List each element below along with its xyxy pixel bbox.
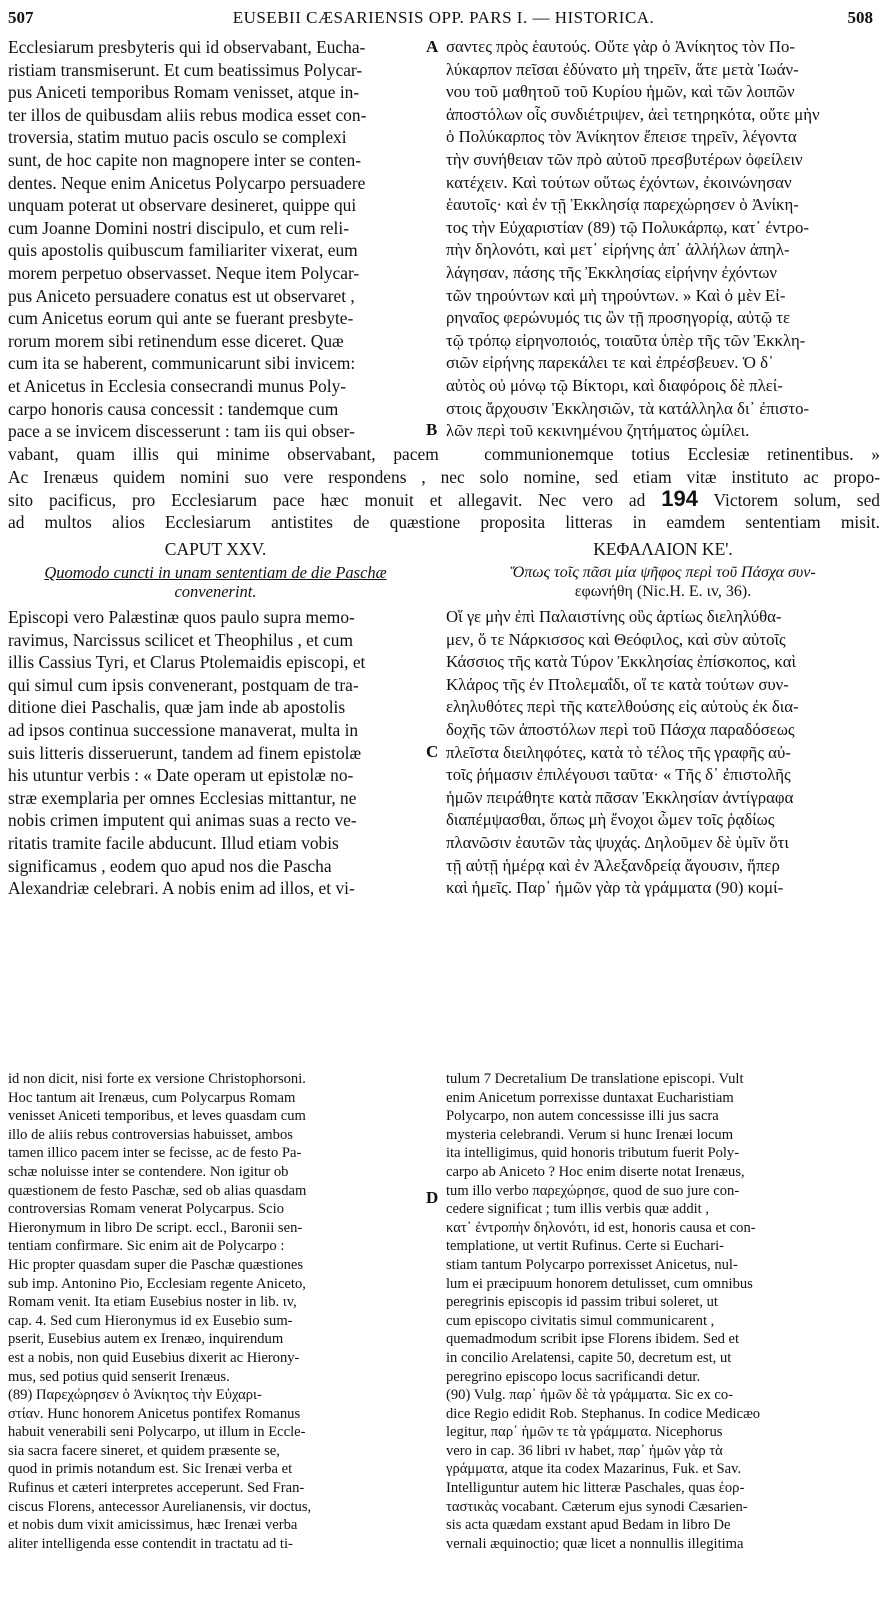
full-line-3 [8,488,880,511]
footnote-line: mysteria celebrandi. Verum si hunc Irenæi locum [446,1126,734,1143]
footnote-line: Hic propter quasdam super die Paschæ quæstiones [8,1256,304,1273]
greek-text-line: καὶ ἡμεῖς. Παρ᾽ ἡμῶν γὰρ τὰ γράμματα (90) κομί- [446,878,784,898]
full-line-3b: Victorem solum, sed [713,490,880,511]
greek-text-line: αὐτὸς οὐ μόνῳ τῷ Βίκτορι, καὶ διαφόροις δὲ πλεί- [446,375,783,395]
latin-text-line: ritatis tramite facile abducunt. Illud etiam vobis [8,832,339,853]
greek-text-line: πὴν δηλονότι, καὶ μετ᾽ εἰρήνης ἀπ᾽ ἀλλήλων ἀπηλ- [446,240,790,260]
greek-text-line: σαντες πρὸς ἑαυτούς. Οὔτε γὰρ ὁ Ἀνίκητος τὸν Πο- [446,37,795,56]
latin-text-line: ditione diei Paschalis, quæ jam inde ab apostolis [8,697,346,718]
latin-text-line: cum ita se haberent, communicarunt sibi invicem: [8,353,356,374]
latin-text-line: Alexandriæ celebrari. A nobis enim ad illos, et vi- [8,878,355,899]
footnote-line: sis acta quædam exstant apud Bedam in libro De [446,1517,731,1534]
footnote-line: sub imp. Antonino Pio, Ecclesiam regente Aniceto, [8,1275,306,1292]
footnote-line: tamen illico pacem inter se fecisse, ac de festo Pa- [8,1145,302,1162]
latin-text-line: illis Cassius Tyri, et Clarus Ptolemaidis episcopi, et [8,652,366,673]
full-line-1 [8,443,880,466]
latin-chapter-subtitle [8,563,423,601]
running-header [0,8,887,32]
footnote-line: cedere significat ; tum illis verbis quæ addit , [446,1201,710,1218]
margin-letter-c: C [426,742,439,761]
latin-text-line: cum Anicetus eorum qui ante se fuerant presbyte- [8,308,354,329]
latin-column-top [8,36,423,443]
latin-text-line: ter illos de quibusdam aliis rebus modica esset con- [8,104,367,125]
latin-text-line: qui simul cum ipsis convenerant, postquam de tra- [8,674,359,695]
latin-text-line: cum Joanne Domini nostri discipulo, et cum reli- [8,217,349,238]
greek-chapter-heading: ΚΕΦΑΛΑΙΟΝ ΚΕ'. [593,539,733,559]
latin-text-line: Ecclesiarum presbyteris qui id observabant, Eucha- [8,37,366,57]
footnote-line: peregrino episcopo locus sacrificandi detur. [446,1368,701,1385]
greek-text-line: πλεῖστα διειληφότες, κατὰ τὸ τέλος τῆς γραφῆς αὐ- [446,742,791,762]
footnote-line: κατ᾽ ἐντροπὴν δηλονότι, id est, honoris causa et con- [446,1219,756,1236]
latin-text-line: ad ipsos continua successione manaverat, multa in [8,719,359,740]
footnote-line: Hieronymum in libro De script. eccl., Baronii sen- [8,1219,303,1236]
footnote-line: tum illo verbo παρεχώρησε, quod de suo jure con- [446,1182,740,1199]
column-number-194: 194 [661,486,698,512]
footnote-line: mus, sed potius quid senserit Irenæus. [8,1368,230,1385]
greek-text-line: Κλάρος τῆς ἐν Πτολεμαΐδι, οἵ τε κατὰ τούτων συν- [446,674,789,694]
footnote-line: Rufinus et cæteri interpretes acceperunt. Sed Fran- [8,1480,305,1497]
footnote-line: stiam tantum Polycarpo porrexisset Anicetus, nul- [446,1256,738,1273]
footnote-line: ita intelligimus, quid honoris tributum fuerit Poly- [446,1145,740,1162]
latin-text-line: unquam poterat ut observare desineret, quippe qui [8,195,357,216]
footnote-line: illo de aliis rebus controversias habuisset, ambos [8,1126,293,1143]
greek-text-line: εληλυθότες περὶ τῆς κατελθούσης εἰς αὐτοὺς ἐκ δια- [446,697,799,717]
full-width-paragraph [8,443,880,533]
greek-text-line: μεν, ὅ τε Νάρκισσος καὶ Θεόφιλος, καὶ σὺν αὐτοῖς [446,629,786,649]
latin-text-line: stræ exemplaria per omnes Ecclesias mittantur, ne [8,787,357,808]
greek-text-line: ὁ Πολύκαρπος τὸν Ἀνίκητον ἔπεισε τηρεῖν, λέγοντα [446,127,797,147]
footnote-line: peregrinis episcopis id passim tribui soleret, ut [446,1294,718,1311]
footnote-line: (89) Παρεχώρησεν ὁ Ἀνίκητος τὴν Εὐχαρι- [8,1387,262,1404]
greek-subtitle-line-1: Ὅπως τοῖς πᾶσι μία ψῆφος περὶ τοῦ Πάσχα συν- [510,564,816,581]
greek-text-line: ἑαυτοῖς· καὶ ἐν τῇ Ἐκκλησίᾳ παρεχώρησεν ὁ Ἀνίκη- [446,195,799,215]
footnote-line: dice Regio edidit Rob. Stephanus. In codice Medicæo [446,1405,761,1422]
footnote-line: et nobis dum vixit amicissimus, hæc Irenæi verba [8,1517,298,1534]
footnote-line: vernali æquinoctio; quæ licet a nonnullis illegitima [446,1535,744,1552]
latin-text-line: pus Aniceto persuadere conatus est ut observaret , [8,285,355,306]
footnote-line: habuit venerabili seni Polycarpo, ut illum in Eccle- [8,1424,306,1441]
full-line-2: Ac Irenæus quidem nomini suo vere respondens , nec solo nomine, sed etiam vitæ instituto ac propo- [8,466,880,487]
footnote-line: pserit, Eusebius autem ex Irenæo, inquirendum [8,1331,284,1348]
latin-column-chapter [8,606,423,900]
page-number-left: 507 [8,8,34,27]
greek-column-chapter [446,606,880,900]
footnote-line: (90) Vulg. παρ᾽ ἡμῶν δὲ τὰ γράμματα. Sic ex co- [446,1387,734,1404]
greek-text-line: Οἵ γε μὴν ἐπὶ Παλαιστίνης οὓς ἀρτίως διεληλύθα- [446,607,782,626]
footnote-line: cap. 4. Sed cum Hieronymus id ex Eusebio sum- [8,1312,293,1329]
footnote-line: Hoc tantum ait Irenæus, cum Polycarpus Romam [8,1089,296,1106]
greek-text-line: τῷ τρόπῳ εἰρηνοποιός, τοιαῦτα ὑπὲρ τῆς τῶν Ἐκκλη- [446,330,806,350]
footnote-line: controversias Romam venerat Polycarpus. Scio [8,1201,284,1218]
footnote-line: templatione, ut vertit Rufinus. Certe si Euchari- [446,1238,725,1255]
footnote-line: schæ noluisse inter se contendere. Non igitur ob [8,1163,289,1180]
footnote-line: quemadmodum scribit ipse Florens ibidem. Sed et [446,1331,740,1348]
latin-text-line: carpo honoris causa concessit : tandemque cum [8,398,339,419]
greek-text-line: τοῖς ῥήμασιν ἐπιλέγουσι ταῦτα· « Τῆς δ᾽ ἐπιστολῆς [446,765,791,785]
greek-text-line: λάγησαν, πάσης τῆς Ἐκκλησίας εἰρήνην ἐχόντων [446,262,777,282]
latin-text-line: et Anicetus in Ecclesia consecrandi munus Poly- [8,375,347,396]
footnote-line: in concilio Arelatensi, capite 50, decretum est, ut [446,1349,732,1366]
full-line-1b: communionemque totius Ecclesiæ retinentibus. » [484,444,880,464]
footnote-line: sia sacra facere sineret, et quidem præsente se, [8,1442,280,1459]
footnote-line: στίαν. Hunc honorem Anicetus pontifex Romanus [8,1405,301,1422]
footnote-line: enim Anicetum porrexisse duntaxat Eucharistiam [446,1089,734,1106]
latin-subtitle-line-2: convenerint. [174,582,257,601]
full-line-4: ad multos alios Ecclesiarum antistites de quæstione proposita litteras in eamdem sententiam misit. [8,511,880,532]
footnote-line: est a nobis, non quid Eusebius dixerit ac Hierony- [8,1349,300,1366]
running-title: EUSEBII CÆSARIENSIS OPP. PARS I. — HISTORICA. [232,8,655,27]
latin-text-line: morem perpetuo observasset. Neque item Polycar- [8,262,360,283]
latin-text-line: his utuntur verbis : « Date operam ut epistolæ no- [8,765,354,786]
latin-text-line: ravimus, Narcissus scilicet et Theophilus , et cum [8,629,354,650]
latin-chapter-heading: CAPUT XXV. [164,539,267,559]
footnote-line: quæstionem de festo Paschæ, sed ob alias quasdam [8,1182,307,1199]
footnote-line: quod in primis notandum est. Sic Irenæi verba et [8,1461,293,1478]
latin-text-line: suis litteris disseruerunt, tandem ad finem epistolæ [8,742,362,763]
latin-text-line: ristiam transmiserunt. Et cum beatissimus Polycar- [8,59,363,80]
greek-text-line: λῶν περὶ τοῦ κεκινημένου ζητήματος ὡμίλει. [446,421,750,441]
full-line-1a: vabant, quam illis qui minime observabant, pacem [8,444,439,464]
greek-text-line: δοχῆς τῶν ἀποστόλων περὶ τοῦ Πάσχα παραδόσεως [446,719,795,739]
latin-text-line: pus Aniceti temporibus Romam venisset, atque in- [8,82,360,103]
greek-text-line: κατέχειν. Καὶ τούτων οὕτως ἐχόντων, ἐκοινώνησαν [446,172,792,192]
greek-text-line: τῶν τηρούντων καὶ μὴ τηρούντων. » Καὶ ὁ μὲν Εἰ- [446,285,786,305]
margin-letter-b: B [426,420,438,439]
greek-text-line: ἡμῶν πειράθητε κατὰ πᾶσαν Ἐκκλησίαν ἀντίγραφα [446,787,794,807]
greek-text-line: νου τοῦ μαθητοῦ τοῦ Κυρίου ἡμῶν, καὶ τῶν λοιπῶν [446,82,795,102]
greek-text-line: στοις ἄρχουσιν Ἐκκλησιῶν, τὰ κατάλληλα δι᾽ ἐπιστο- [446,398,810,418]
greek-chapter-subtitle [446,563,880,601]
greek-text-line: πλανῶσιν ἑαυτῶν τὰς ψυχάς. Δηλοῦμεν δὲ ὑμῖν ὅτι [446,832,789,852]
footnotes-left-column [8,1070,423,1553]
margin-letter-d: D [426,1188,439,1207]
latin-text-line: Episcopi vero Palæstinæ quos paulo supra memo- [8,607,355,627]
greek-text-line: ρηναῖος φερώνυμός τις ὢν τῇ προσηγορίᾳ, αὐτῷ τε [446,308,791,328]
latin-subtitle-line-1: Quomodo cuncti in unam sententiam de die Paschæ [44,563,387,582]
greek-subtitle-line-2: εφωνήθη (Nic.H. E. ιv, 36). [574,583,752,600]
greek-text-line: τῇ αὐτῇ ἡμέρᾳ καὶ ἐν Ἀλεξανδρείᾳ ἄγουσιν, ἥπερ [446,855,780,875]
footnote-line: carpo ab Aniceto ? Hoc enim diserte notat Irenæus, [446,1163,745,1180]
greek-text-line: τὴν συνήθειαν τῶν πρὸ αὐτοῦ πρεσβυτέρων ὀφείλειν [446,149,803,169]
latin-text-line: quis apostolis quibuscum familiariter vixerat, eum [8,240,358,261]
latin-text-line: significamus , eodem quo apud nos die Pascha [8,855,332,876]
page-number-right: 508 [847,8,873,27]
footnote-line: Polycarpo, non autem concessisse illi jus sacra [446,1108,719,1125]
full-line-3a: sito pacificus, pro Ecclesiarum pace hæc monuit et allegavit. Nec vero ad [8,490,646,511]
footnote-line: Romam venit. Ita etiam Eusebius noster in lib. ιv, [8,1294,297,1311]
latin-text-line: pace a se invicem discesserunt : tam iis qui obser- [8,421,355,442]
footnote-line: ciscus Florens, antecessor Aurelianensis, vir doctus, [8,1498,312,1515]
latin-text-line: sunt, de hoc capite non magnopere inter se conten- [8,149,362,170]
greek-text-line: σιῶν εἰρήνης παρεκάλει τε καὶ ἐπρέσβευεν. Ὁ δ᾽ [446,353,774,373]
latin-text-line: rorum morem sibi retinendum esse diceret. Quæ [8,330,344,351]
latin-text-line: dentes. Neque enim Anicetus Polycarpo persuadere [8,172,366,193]
margin-letter-a: A [426,37,439,56]
footnote-line: ταστικὰς vocabant. Cæterum ejus synodi Cæsarien- [446,1498,748,1515]
greek-text-line: Κάσσιος τῆς κατὰ Τύρον Ἐκκλησίας ἐπίσκοπος, καὶ [446,652,796,672]
footnote-line: tulum 7 Decretalium De translatione episcopi. Vult [446,1071,744,1087]
footnote-line: cum episcopo civitatis simul communicarent , [446,1312,715,1329]
footnote-line: aliter intelligenda esse contendit in tractatu ad ti- [8,1535,293,1552]
footnote-line: vero in cap. 36 libri ιv habet, παρ᾽ ἡμῶν γὰρ τὰ [446,1442,723,1459]
greek-text-line: ἀποστόλων οἷς συνδιέτριψεν, ἀεὶ τετηρηκότα, οὔτε μὴν [446,104,820,124]
footnote-line: venisset Aniceti temporibus, et leves quasdam cum [8,1108,306,1125]
footnote-line: id non dicit, nisi forte ex versione Christophorsoni. [8,1071,306,1087]
footnotes-right-column [446,1070,880,1553]
footnote-line: tentiam confirmare. Sic enim ait de Polycarpo : [8,1238,285,1255]
latin-text-line: nobis crimen imputent qui animas suas a recto ve- [8,810,357,831]
greek-text-line: λύκαρπον πεῖσαι ἐδύνατο μὴ τηρεῖν, ἅτε μετὰ Ἰωάν- [446,59,799,79]
latin-text-line: troversia, statim mutuo pacis osculo se complexi [8,127,347,148]
footnote-line: Intelliguntur autem hic litteræ Paschales, quas ἑορ- [446,1480,745,1497]
greek-column-top [446,36,880,443]
footnote-line: lum ei præcipuum honorem detulisset, cum omnibus [446,1275,753,1292]
greek-text-line: τος τὴν Εὐχαριστίαν (89) τῷ Πολυκάρπῳ, κατ᾽ ἐντρο- [446,217,810,237]
footnote-line: γράμματα, atque ita codex Mazarinus, Fuk. et Sav. [446,1461,742,1478]
greek-text-line: διαπέμψασθαι, ὅπως μὴ ἔνοχοι ὦμεν τοῖς ῥᾳδίως [446,810,775,830]
footnote-line: legitur, παρ᾽ ἡμῶν τε τὰ γράμματα. Nicephorus [446,1424,723,1441]
